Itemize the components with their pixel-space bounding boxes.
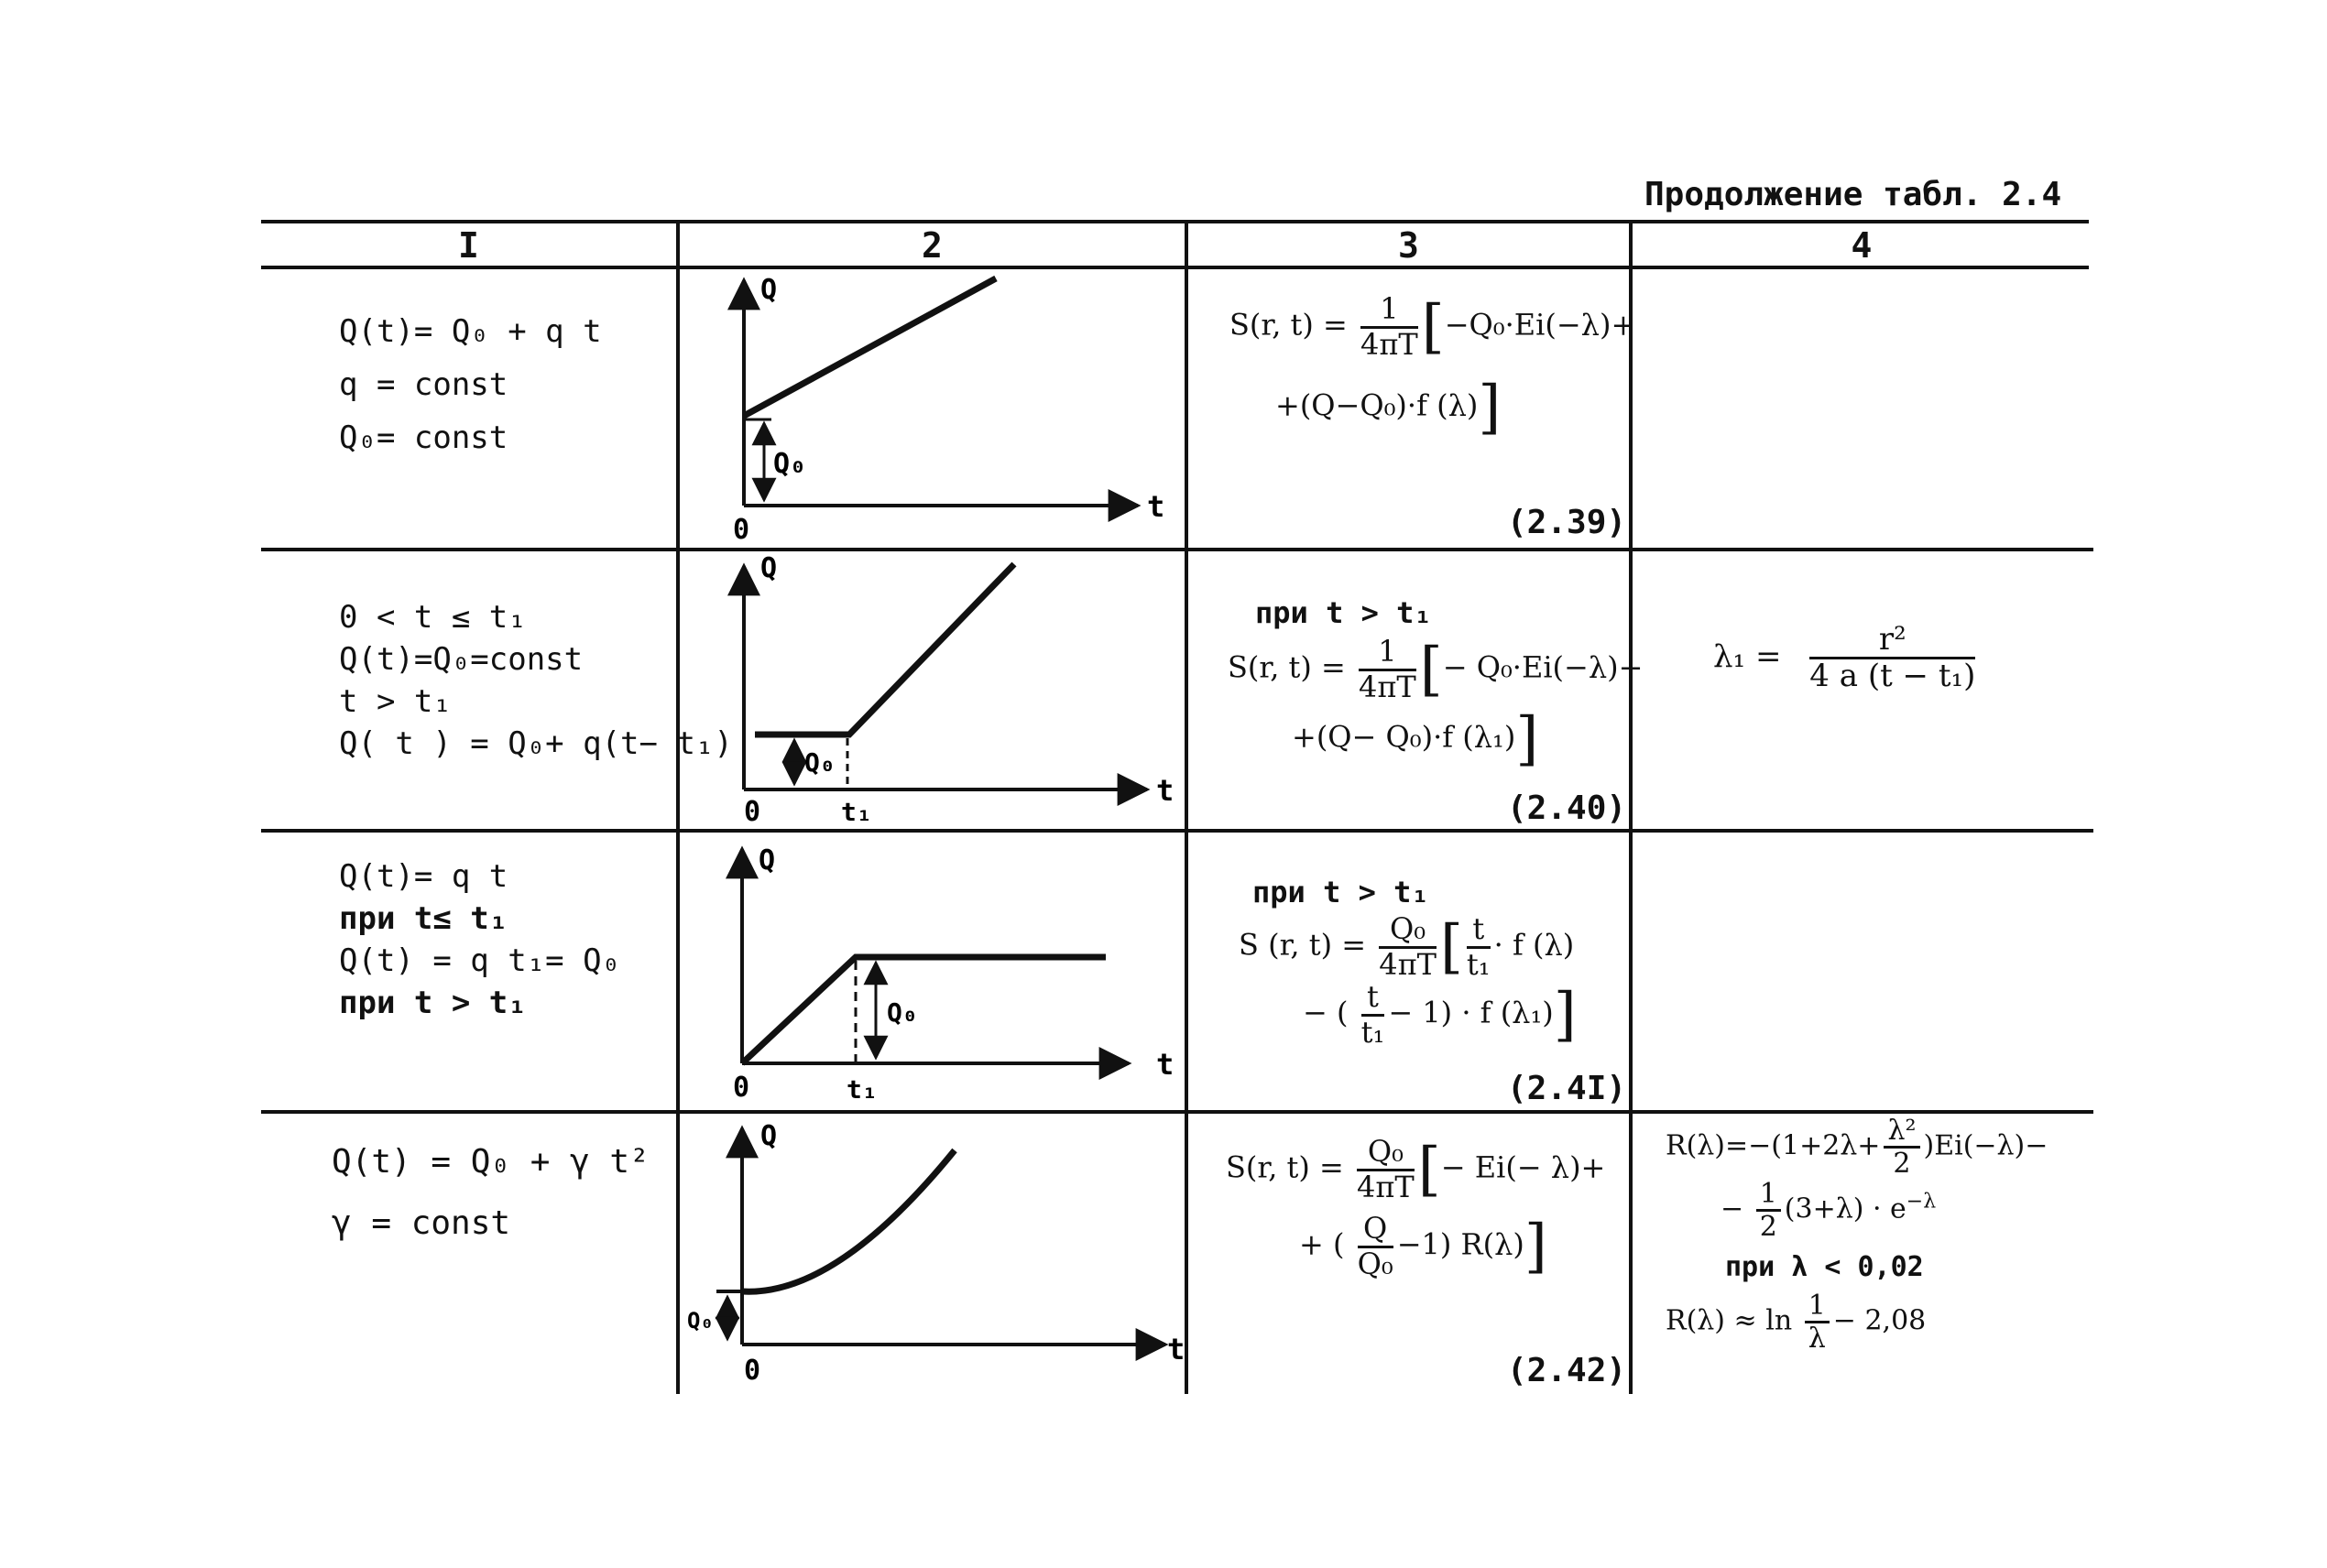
formula-line1: − Q₀·Ei(−λ)+ bbox=[1442, 649, 1644, 685]
row1-graph bbox=[680, 269, 1185, 548]
row2-graph bbox=[680, 551, 1185, 829]
col-divider-2 bbox=[1185, 220, 1188, 1394]
row4-cond-line: Q(t) = Q₀ + γ t² bbox=[332, 1143, 650, 1181]
r-lambda-condition: при λ < 0,02 bbox=[1725, 1251, 1924, 1283]
fraction-numerator: Q₀ bbox=[1357, 1136, 1415, 1171]
fraction-numerator: 1 bbox=[1359, 636, 1416, 670]
origin-label: 0 bbox=[744, 1355, 761, 1387]
equation-number: (2.42) bbox=[1507, 1352, 1627, 1389]
table-top-rule bbox=[261, 220, 2089, 223]
fraction-denominator: t₁ bbox=[1466, 946, 1491, 982]
line2-fraction bbox=[1361, 981, 1385, 1048]
row2-formula: при t > t₁ S(r, t) = $\frac{1}{4\pi T}$ [− Q₀·Ei(−λ)+ +(Q− Q₀)·f (λ₁)] bbox=[1228, 595, 1644, 773]
header-col-4: 4 bbox=[1851, 225, 1873, 266]
lambda1-lhs: λ₁ = bbox=[1713, 637, 1782, 675]
formula-line2: +(Q− Q₀)·f (λ₁) bbox=[1292, 719, 1516, 755]
row1-cond-line: Q₀= const bbox=[339, 419, 508, 456]
header-col-3: 3 bbox=[1398, 225, 1419, 266]
origin-label: 0 bbox=[733, 1072, 750, 1104]
r-lambda-line2: (3+λ) · e bbox=[1784, 1192, 1906, 1225]
row3-cond-line: Q(t)= q t bbox=[339, 858, 508, 895]
row3-cond-line: Q(t) = q t₁= Q₀ bbox=[339, 942, 621, 979]
row1-cond-line: Q(t)= Q₀ + q t bbox=[339, 313, 602, 350]
row2-cond-line: Q(t)=Q₀=const bbox=[339, 640, 584, 678]
row1-condition bbox=[339, 311, 602, 460]
equation-number: (2.39) bbox=[1507, 504, 1627, 541]
q0-label: Q₀ bbox=[773, 448, 807, 480]
half-fraction bbox=[1756, 1179, 1781, 1242]
fraction-numerator: 1 bbox=[1805, 1290, 1830, 1323]
q0-label: Q₀ bbox=[804, 747, 836, 778]
inverse-lambda-fraction bbox=[1805, 1290, 1830, 1354]
equation-number: (2.40) bbox=[1507, 789, 1627, 827]
fraction-denominator: λ bbox=[1808, 1323, 1826, 1355]
row2-cond-line: t > t₁ bbox=[339, 682, 452, 720]
q-line bbox=[742, 957, 1106, 1063]
formula-line2: −1) R(λ) bbox=[1396, 1226, 1524, 1262]
y-axis-label: Q bbox=[760, 552, 778, 584]
row4-cond-line: γ = const bbox=[332, 1203, 511, 1242]
fraction bbox=[1359, 636, 1416, 702]
origin-label: 0 bbox=[733, 514, 750, 546]
y-axis-label: Q bbox=[760, 1120, 778, 1152]
formula-line2-prefix: + ( bbox=[1299, 1226, 1345, 1262]
row2-cond-line: 0 < t ≤ t₁ bbox=[339, 599, 527, 636]
row2-cond-line: Q( t ) = Q₀+ q(t− t₁) bbox=[339, 724, 733, 762]
header-col-1: I bbox=[458, 225, 479, 266]
formula-lhs: S(r, t) = bbox=[1226, 1149, 1344, 1185]
formula-line2-prefix: − ( bbox=[1303, 995, 1349, 1030]
row4-col4-formula bbox=[1666, 1116, 2048, 1354]
fraction-numerator: 1 bbox=[1360, 293, 1418, 328]
lambda-sq-fraction bbox=[1884, 1116, 1919, 1179]
fraction-denominator: 2 bbox=[1893, 1148, 1911, 1180]
row2-col4-formula bbox=[1713, 623, 1979, 694]
row4-formula: S(r, t) = $\frac{\text{Q₀}}{4\pi T}$ [− Ei(− λ)+ + ( $\frac{Q}{\text{Q₀}}$ −1) R(λ)] bbox=[1226, 1134, 1606, 1281]
line2-fraction bbox=[1358, 1213, 1393, 1279]
fraction-denominator: 4πT bbox=[1359, 669, 1416, 704]
formula-line1: · f (λ) bbox=[1493, 927, 1575, 963]
r-lambda-line1-tail: )Ei(−λ)− bbox=[1923, 1129, 2048, 1162]
fraction-numerator: λ² bbox=[1884, 1116, 1919, 1149]
origin-label: 0 bbox=[744, 796, 761, 828]
row3-formula: при t > t₁ S (r, t) = $\frac{\text{Q₀}}{4\pi T}$ [ $\frac{t}{\text{t₁}}$ · f (λ) − ( $\frac{t}{\text{t₁}}$ − 1) · f (λ₁)] bbox=[1239, 875, 1577, 1050]
x-axis-label: t bbox=[1156, 1047, 1174, 1082]
q-line bbox=[755, 564, 1014, 735]
row3-cond-line: при t > t₁ bbox=[339, 984, 527, 1021]
fraction-numerator: t bbox=[1467, 913, 1491, 948]
header-col-2: 2 bbox=[922, 225, 943, 266]
row3-cond-line: при t≤ t₁ bbox=[339, 899, 508, 937]
row3-graph bbox=[680, 833, 1185, 1110]
formula-condition: при t > t₁ bbox=[1252, 875, 1429, 909]
row4-graph bbox=[680, 1114, 1185, 1392]
fraction-denominator: Q₀ bbox=[1357, 1246, 1393, 1281]
exponent: −λ bbox=[1906, 1190, 1937, 1214]
y-axis-label: Q bbox=[759, 844, 776, 877]
fraction bbox=[1360, 293, 1418, 360]
lambda1-fraction bbox=[1809, 623, 1975, 694]
formula-lhs: S (r, t) = bbox=[1239, 927, 1367, 963]
row3-condition bbox=[339, 856, 620, 1025]
fraction-denominator: 2 bbox=[1759, 1211, 1777, 1243]
fraction-denominator: 4πT bbox=[1360, 326, 1418, 362]
fraction-denominator: t₁ bbox=[1360, 1014, 1385, 1050]
row1-cond-line: q = const bbox=[339, 365, 508, 403]
r-lambda-line1: R(λ)=−(1+2λ+ bbox=[1666, 1129, 1881, 1162]
q0-label: Q₀ bbox=[687, 1308, 714, 1334]
q-curve bbox=[742, 1150, 955, 1291]
r-lambda-line2-prefix: − bbox=[1721, 1192, 1744, 1225]
equation-number: (2.4I) bbox=[1507, 1070, 1627, 1107]
row1-formula: S(r, t) = $\frac{1}{4\pi T}$ [−Q₀·Ei(−λ)+ +(Q−Q₀)·f (λ)] bbox=[1229, 291, 1636, 441]
x-axis-label: t bbox=[1147, 489, 1165, 524]
formula-lhs: S(r, t) = bbox=[1228, 649, 1346, 685]
q0-label: Q₀ bbox=[887, 997, 918, 1028]
fraction-numerator: r² bbox=[1809, 623, 1975, 659]
r-lambda-approx: R(λ) ≈ ln bbox=[1666, 1304, 1793, 1337]
formula-line2: − 1) · f (λ₁) bbox=[1388, 995, 1554, 1030]
fraction bbox=[1379, 913, 1437, 980]
q-line bbox=[744, 278, 996, 416]
fraction-numerator: 1 bbox=[1756, 1179, 1781, 1212]
fraction-denominator: 4πT bbox=[1379, 946, 1437, 982]
inner-fraction bbox=[1467, 913, 1491, 980]
x-axis-label: t bbox=[1167, 1332, 1185, 1367]
r-lambda-approx-tail: − 2,08 bbox=[1832, 1304, 1927, 1337]
formula-lhs: S(r, t) = bbox=[1229, 307, 1348, 343]
formula-line2: +(Q−Q₀)·f (λ) bbox=[1275, 387, 1479, 423]
row4-condition bbox=[332, 1140, 650, 1246]
formula-line1: −Q₀·Ei(−λ)+ bbox=[1444, 307, 1636, 343]
formula-condition: при t > t₁ bbox=[1255, 595, 1432, 630]
formula-line1: − Ei(− λ)+ bbox=[1440, 1149, 1606, 1185]
fraction bbox=[1357, 1136, 1415, 1203]
y-axis-label: Q bbox=[760, 274, 778, 306]
fraction-numerator: Q bbox=[1358, 1213, 1393, 1247]
fraction-numerator: t bbox=[1361, 981, 1385, 1016]
table-caption: Продолжение табл. 2.4 bbox=[1644, 176, 2062, 213]
row2-condition bbox=[339, 597, 733, 766]
fraction-numerator: Q₀ bbox=[1379, 913, 1437, 948]
t1-label: t₁ bbox=[847, 1074, 878, 1105]
x-axis-label: t bbox=[1156, 773, 1174, 808]
fraction-denominator: 4πT bbox=[1357, 1169, 1415, 1204]
t1-label: t₁ bbox=[841, 797, 872, 827]
fraction-denominator: 4 a (t − t₁) bbox=[1809, 658, 1976, 695]
